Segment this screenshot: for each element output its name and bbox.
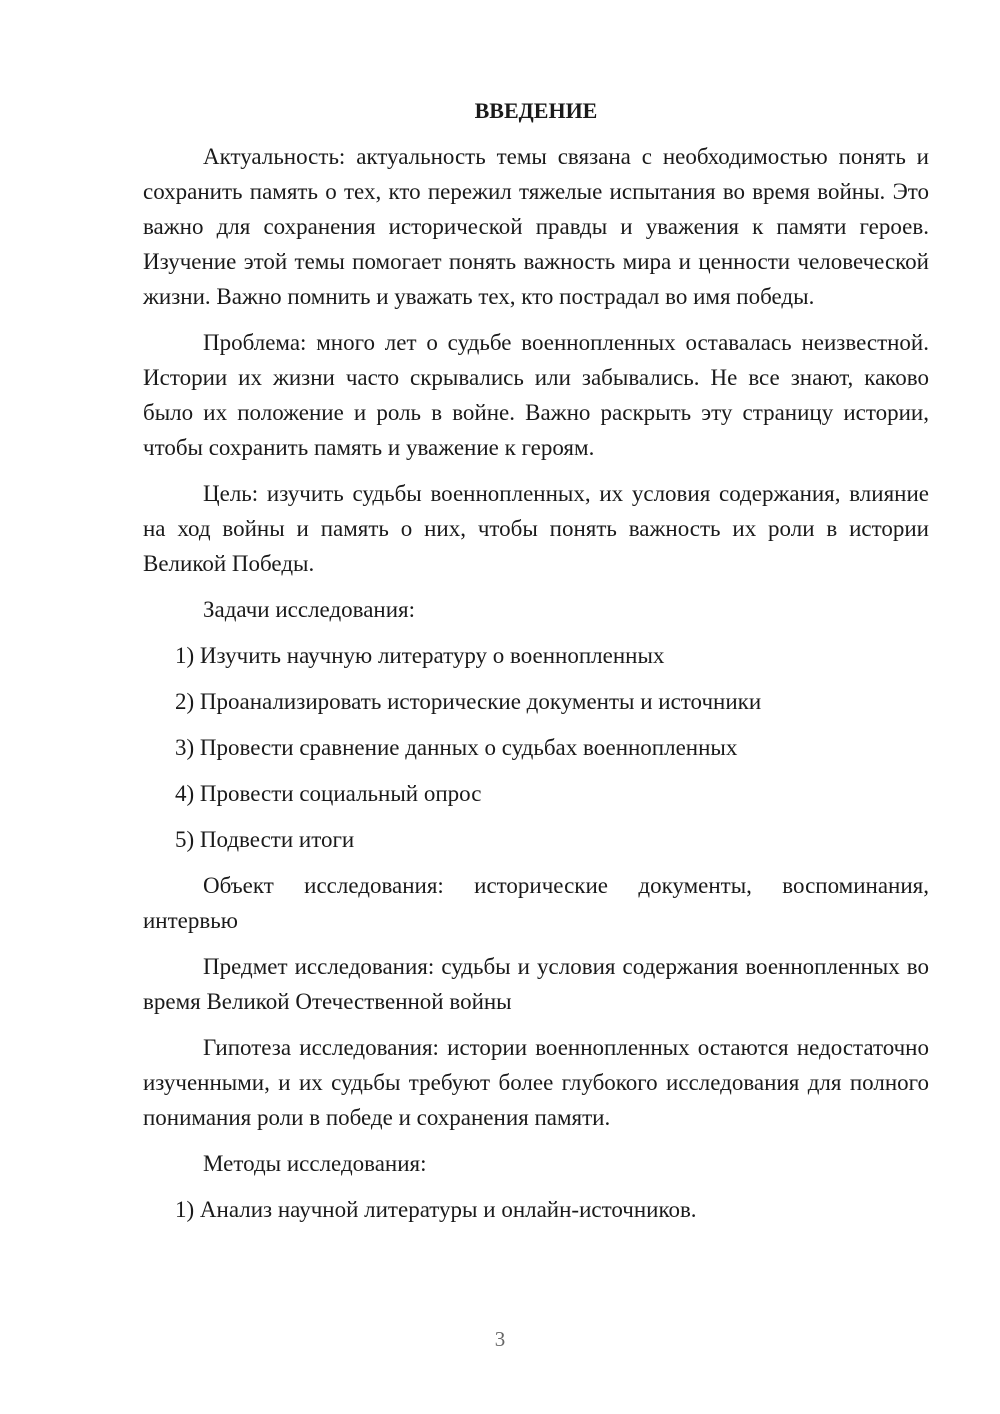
task-item: 3) Провести сравнение данных о судьбах военнопленных bbox=[175, 735, 738, 760]
hypothesis-paragraph: Гипотеза исследования: истории военнопленных остаются недостаточно изученными, и их судьбы требуют более глубокого исследования для полного понимания роли в победе и сохранения памяти. bbox=[143, 1035, 929, 1130]
method-item: 1) Анализ научной литературы и онлайн-источников. bbox=[175, 1197, 697, 1222]
page-number: 3 bbox=[494, 1327, 506, 1351]
task-item: 2) Проанализировать исторические документы и источники bbox=[175, 689, 762, 714]
tasks-heading: Задачи исследования: bbox=[203, 597, 416, 622]
task-item: 1) Изучить научную литературу о военнопленных bbox=[175, 643, 665, 668]
object-paragraph: Объект исследования: исторические документы, воспоминания, интервью bbox=[143, 873, 929, 933]
methods-heading: Методы исследования: bbox=[203, 1151, 427, 1176]
task-item: 4) Провести социальный опрос bbox=[175, 781, 482, 806]
page-content bbox=[143, 93, 929, 1238]
section-title: ВВЕДЕНИЕ bbox=[474, 98, 598, 123]
relevance-paragraph: Актуальность: актуальность темы связана с необходимостью понять и сохранить память о тех, кто пережил тяжелые испытания во время войны. Это важно для сохранения исторической правды и уважения к памяти героев. Изучение этой темы помогает понять важность мира и ценности человеческой жизни. Важно помнить и уважать тех, кто пострадал во имя победы. bbox=[143, 144, 929, 309]
task-item: 5) Подвести итоги bbox=[175, 827, 355, 852]
goal-paragraph: Цель: изучить судьбы военнопленных, их условия содержания, влияние на ход войны и память о них, чтобы понять важность их роли в истории Великой Победы. bbox=[143, 481, 929, 576]
subject-paragraph: Предмет исследования: судьбы и условия содержания военнопленных во время Великой Отечественной войны bbox=[143, 954, 929, 1014]
problem-paragraph: Проблема: много лет о судьбе военнопленных оставалась неизвестной. Истории их жизни часто скрывались или забывались. Не все знают, каково было их положение и роль в войне. Важно раскрыть эту страницу истории, чтобы сохранить память и уважение к героям. bbox=[143, 330, 929, 460]
